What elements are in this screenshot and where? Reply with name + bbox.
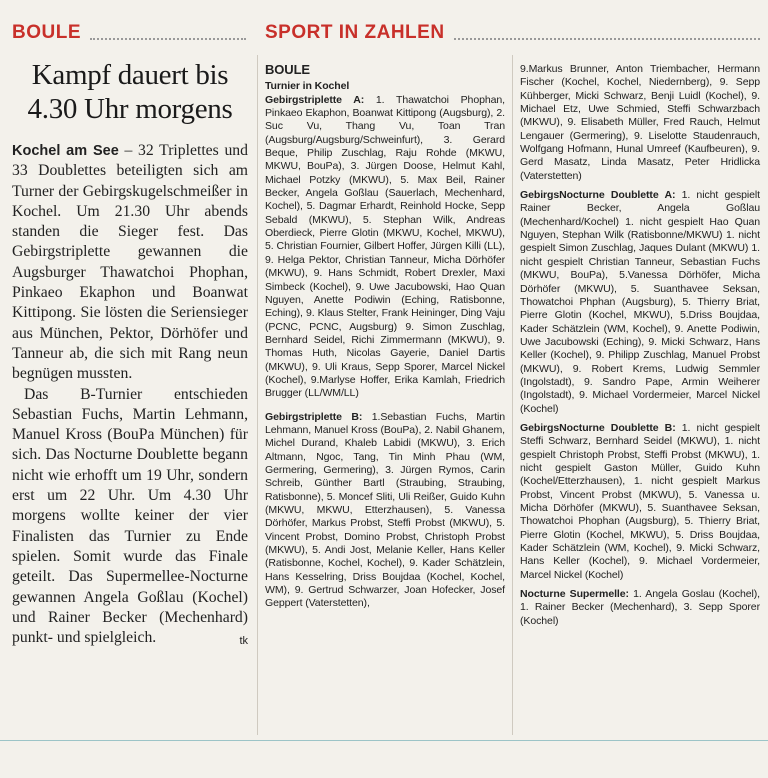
results-block [520,189,760,416]
results-title: Nocturne Supermelle: [520,588,629,601]
section-label-boule: BOULE [12,22,81,43]
results-title: GebirgsNocturne Doublette A: [520,189,676,202]
results-block [520,422,760,582]
results-column-1 [265,63,505,617]
results-block [265,411,505,611]
article-author: tk [239,635,248,648]
results-block [520,588,760,628]
results-title: GebirgsNocturne Doublette B: [520,421,676,434]
results-text: 1. Angela Goslau (Kochel), 1. Rainer Becker (Mechenhard), 3. Sepp Sporer (Kochel) [520,588,760,627]
article-paragraph [12,141,248,385]
article-paragraph [12,385,248,649]
results-venue: Turnier in Kochel [265,80,350,93]
article-headline: Kampf dauert bis 4.30 Uhr morgens [27,59,233,125]
section-divider-dots [454,38,760,40]
column-rule [512,55,513,735]
section-label-sport-in-zahlen: SPORT IN ZAHLEN [265,22,445,43]
results-block [520,63,760,183]
results-column-2 [520,63,760,634]
article-dateline: Kochel am See [12,143,119,159]
results-text: 9.Markus Brunner, Anton Triembacher, Hermann Fischer (Kochel, Kochel, Niedernberg), 9. Sepp Kühberger, Micki Schwarz, Benji Luidl (Kochel), 9. Michael Etz, Uwe Schmied, Steffi Schwarzbach (MKWU), 9. Elisabeth Müller, Fred Rauch, Helmut Lengauer (Germering), 9. Liselotte Staudenrauch, Wolfgang Hofmann, Hunal Umreef (Kaufbeuren), 9. Gerd Masatz, Linda Masatz, Peter Hridlicka (Vaterstetten) [520,63,760,182]
results-title: Gebirgstriplette B: [265,410,363,423]
results-block [265,94,505,401]
results-text: 1. Thawatchoi Phophan, Pinkaeo Ekaphon, Boanwat Kittipong (Augsburg), 2. Suc Vu, Thang Vu, Toan Tran (Augsburg/Augsburg/Schweinfurt), 3. Gerard Beque, Philip Zuschlag, Raju Rohde (MKWU, MKWU, BouPa), 3. Jürgen Doose, Helmut Kahl, Michael Potzky (MKWU), 5. Max Beil, Rainer Becker, Angela Goßlau (Sauerlach, Mechenhard, Kochel), 5. Dagmar Erhardt, Reinhold Hocke, Sepp Sebald (MKWU), 5. Stephan Wilk, Andreas Oberdieck, Pierre Glotin (MKWU, Kochel, MKWU), 5. Christian Fournier, Gilbert Hoffer, Jürgen Killi (LL), 9. Helga Pektor, Christian Tanneur, Micha Dörhöfer (MKWU), 9. Hans Schmidt, Robert Drexler, Maxi Simbeck (Kochel), 9. Uwe Jacubowski, Hao Quan Nguyen, Anette Podiwin (Eching, Ratisbonne, Eching), 9. Klaus Stelter, Frank Heininger, Ding Vaju (PCNC, PCNC, Augsburg) 9. Simon Zuschlag, Bernhard Seidel, Richi Zimmermann (MKWU), 9. Thomas Huth, Nicolas Gayerie, Daniel Dartis (MKWU), 9. Uli Kraus, Sepp Sporer, Marcel Nickel (Kochel), 9.Marlyse Hoffer, Erika Kamlah, Friedrich Brugger (LL/WM/LL) [265,93,505,400]
results-sport-heading: BOULE [265,62,311,77]
results-text: 1. nicht gespielt Rainer Becker, Angela Goßlau (Mechenhard/Kochel) 1. nicht gespielt Hao Quan Nguyen, Stephan Wilk (Ratisbonne/MKWU) 1. nicht gespielt Simon Zuschlag, Jaques Dulant (MKWU) 1. nicht gespielt Christian Tanneur, Sebastian Fuchs (MKWU, BouPa), 5.Vanessa Dörhöfer, Micha Dörhöfer (MKWU), 5. Suanthavee Seksan, Thowatchoi Phphan (Augsburg), 5. Thierry Briat, Pierre Glotin (Kochel, MKWU), 5.Driss Boujdaa, Kader Schätzlein (WM, Kochel), 9. Anette Podiwin, Uwe Jacubowski (Eching), 9. Micki Schwarz, Hans Keller (Kochel), 9. Philipp Zuschlag, Manuel Probst (MKWU), 9. Robert Krems, Ludwig Semmler (Ingolstadt), 9. Sandro Pape, Armin Weiherer (Ingolstadt), 9. Michael Vordermeier, Marcel Nickel (Kochel) [520,189,760,415]
article-paragraph-text: – 32 Triplettes und 33 Doublettes beteiligten sich am Turner der Gebirgskugelschmeißer in Kochel. Um 21.30 Uhr abends standen die Sieger fest. Das Gebirgstriplette gewannen die Augsburger Thawatchoi Phophan, Pinkaeo Ekaphon und Boanwat Kittipong. Sie lösten die Seriensieger aus München, Pektor, Dörhöfer und Tanneur ab, die sich mit Rang neun begnügen mussten. [12,142,248,383]
results-title: Gebirgstriplette A: [265,93,365,106]
article-body [12,141,248,651]
results-text: 1. nicht gespielt Steffi Schwarz, Bernhard Seidel (MKWU), 1. nicht gespielt Christoph Probst, Steffi Probst (MKWU), 1. nicht gespielt Gaston Müller, Guido Kuhn (Kochel/Etterzhausen), 1. nicht gespielt Markus Probst, Vincent Probst (MKWU), 5. Vanessa u. Micha Dörhöfer (MKWU), 5. Suanthavee Seksan, Thowatchoi Phophan (Augsburg), 5. Thierry Briat, Pierre Glotin (Kochel, MKWU), 5. Driss Boujdaa, Kader Schätzlein (WM, Kochel), 9. Micki Schwarz, Hans Keller (Kochel), 9. Michael Vordermeier, Marcel Nickel (Kochel) [520,421,761,581]
section-divider-dots [90,38,246,40]
bottom-rule [0,740,768,741]
article-paragraph-text: Das B-Turnier entschieden Sebastian Fuchs, Martin Lehmann, Manuel Kross (BouPa München) für sich. Das Nocturne Doublette begann nicht wie erhofft um 19 Uhr, sondern erst um 22 Uhr. Um 4.30 Uhr morgens wollte keiner der vier Finalisten das Turnier zu Ende spielen. Somit wurde das Finale geteilt. Das Supermellee-Nocturne gewannen Angela Goßlau (Kochel) und Rainer Becker (Mechenhard) punkt- und spielgleich. [12,385,248,647]
column-rule [257,55,258,735]
results-text: 1.Sebastian Fuchs, Martin Lehmann, Manuel Kross (BouPa), 2. Nabil Ghanem, Michel Durand, Khaleb Labidi (MKWU), 3. Erich Altmann, Ngoc, Tang, Tin Minh Phau (WM, Germering, Germering), 3. Jürgen Rymos, Carin Schreib, Günther Bartl (Straubing, Straubing, Ratisbonne), 5. Moncef Sliti, Uli Reißer, Guido Kuhn (MKWU, MKWU, Etterzhausen), 5. Vanessa Dörhöfer, Markus Probst, Steffi Probst (MKWU), 5. Vincent Probst, Domino Probst, Christoph Probst (MKWU), 5. Andi Jost, Melanie Keller, Hans Keller (Ratisbonne, Kochel, Kochel), 9. Kader Schätzlein, Hans Kesselring, Driss Boujdaa (Kochel, Kochel, WM), 9. Gertrud Schwarzer, Joan Hofecker, Josef Geppert (Vaterstetten), [265,410,505,610]
